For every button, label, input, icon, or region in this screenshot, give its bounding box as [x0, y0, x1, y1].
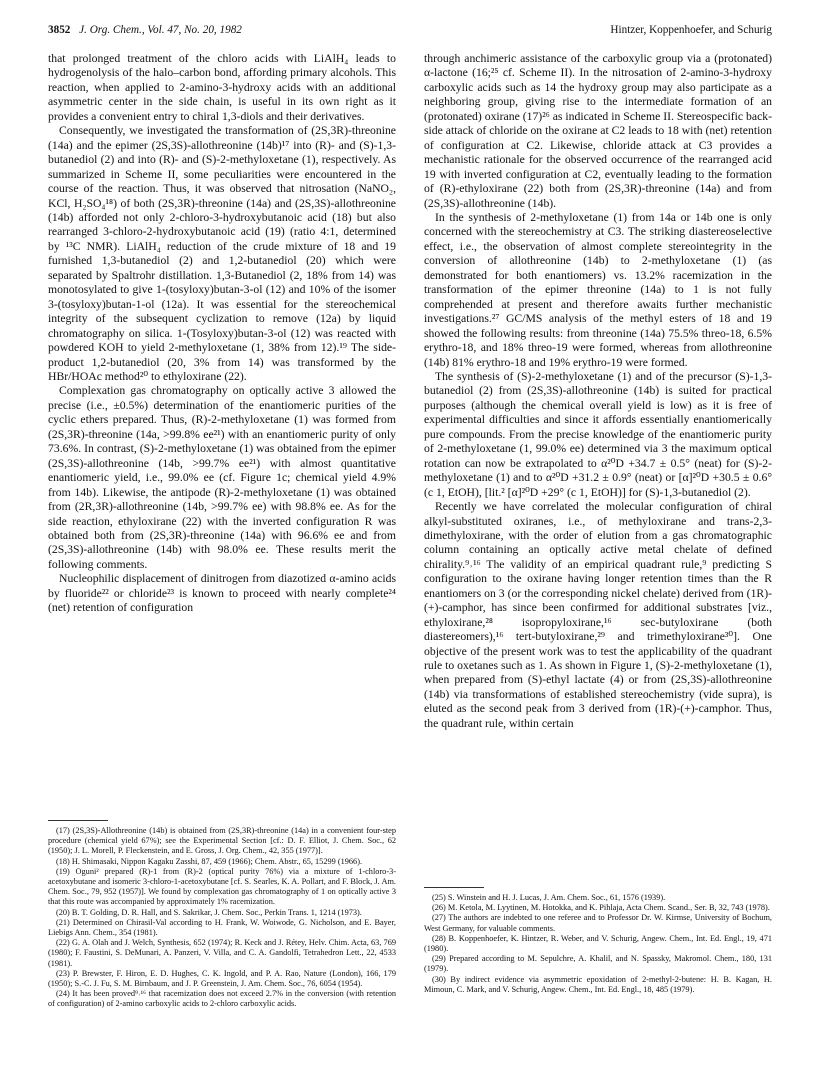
footnote: (20) B. T. Golding, D. R. Hall, and S. Sakrikar, J. Chem. Soc., Perkin Trans. 1, 1214 (1973). [56, 907, 362, 917]
footnotes-right [424, 887, 772, 995]
header-left [48, 24, 242, 36]
footnote: (26) M. Ketola, M. Lyytinen, M. Hotokka, and K. Pihlaja, Acta Chem. Scand., Ser. B, 32, 743 (1978). [432, 903, 770, 913]
paragraph: Consequently, we investigated the transformation of (2S,3R)-threonine (14a) and the epimer (2S,3S)-allothreonine (14b)¹⁷ into (R)- and (S)-1,3-butanediol (2) and into (R)- and (S)-2-methyloxetane (1), respectively. As summarized in Scheme II, some peculiarities were encountered in the course of the reaction. Thus, it was observed that nitrosation (NaNO₂, KCl, H₂SO₄¹⁸) of both (2S,3R)-threonine (14a) and (2S,3S)-allothreonine (14b) afforded not only 2-chloro-3-hydroxybutanoic acid (18) but also rearranged 3-chloro-2-hydroxybutanoic acid (19) (ratio 4:1, determined by ¹³C NMR). LiAlH₄ reduction of the crude mixture of 18 and 19 furnished 1,3-butanediol (2) and 1,2-butanediol (20) which were separated by Spaltrohr distillation. 1,3-Butanediol (2, 18% from 14) was monotosylated to give 1-(tosyloxy)butan-3-ol (12) and 10% of the isomer 3-(tosyloxy)butan-1-ol (12a). It was essential for the stereochemical integrity of the subsequent cyclization to remove (12a) by liquid chromatography on silica. 1-(Tosyloxy)butan-3-ol (12) was reacted with powdered KOH to yield 2-methyloxetane (1, 38% from 12).¹⁹ The side-product 1,2-butanediol (20, 3% from 14) was transformed by the HBr/HOAc method²⁰ to ethyloxirane (22). [48, 124, 396, 383]
paragraph: Nucleophilic displacement of dinitrogen from diazotized α-amino acids by fluoride²² or chloride²³ is known to proceed with nearly complete²⁴ (net) retention of configuration [48, 572, 396, 615]
footnote: (27) The authors are indebted to one referee and to Professor Dr. W. Kirmse, University of Bochum, West Germany, for valuable comments. [424, 913, 772, 933]
author-names: Hintzer, Koppenhoefer, and Schurig [610, 24, 772, 36]
footnote: (28) B. Koppenhoefer, K. Hintzer, R. Weber, and V. Schurig, Angew. Chem., Int. Ed. Engl., 19, 471 (1980). [424, 933, 772, 954]
paragraph: Complexation gas chromatography on optically active 3 allowed the precise (i.e., ±0.5%) determination of the enantiomeric purities of the cyclic ethers prepared. Thus, (R)-2-methyloxetane (1) was formed from (2S,3R)-threonine (14a, >99.8% ee²¹) with an enantiomeric purity of only 73.6%. In contrast, (S)-2-methyloxetane (1) was obtained from the epimer (2S,3S)-allothreonine (14b, >99.7% ee²¹) with almost quantitative enantiomeric yield, i.e., 99.0% ee (cf. Figure 1c; chemical yield 4.9% from 14b). Likewise, the antipode (R)-2-methyloxetane (1) was obtained from (2R,3R)-allothreonine (14b, >99.7% ee) with 98.8% ee. As for the side reaction, ethyloxirane (22) with the inverted configuration R was obtained both from (2S,3R)-threonine (14a) with 96.6% ee and from (2S,3S)-allothreonine (14b) with 98.0% ee. These results merit the following comments. [48, 384, 396, 571]
paragraph: Recently we have correlated the molecular configuration of chiral alkyl-substituted oxiranes, i.e., of methyloxirane and trans-2,3-dimethyloxirane, with the order of elution from a gas chromatographic column containing an optically active metal chelate of defined chirality.⁹˒¹⁶ The validity of an empirical quadrant rule,⁹ predicting S configuration to the oxirane having longer retention times than the R enantiomers on 3 (or the corresponding nickel chelate) derived from (1R)-(+)-camphor, has since been confirmed for additional substrates [viz., ethyloxirane,²⁸ isopropyloxirane,¹⁶ sec-butyloxirane (both diastereomers),¹⁶ tert-butyloxirane,²⁹ and trimethyloxirane³⁰]. One objective of the present work was to test the applicability of the quadrant rule to oxetanes such as 1. As shown in Figure 1, (S)-2-methyloxetane (1), when prepared from (S)-ethyl lactate (4) or from (2S,3S)-allothreonine (14b) via transformations of established stereochemistry (vide supra), is eluted as the second peak from 3 derived from (1R)-(+)-camphor. Thus, the quadrant rule, within certain [424, 500, 772, 730]
footnote: (30) By indirect evidence via asymmetric epoxidation of 2-methyl-2-butene: H. B. Kagan, H. Mimoun, C. Mark, and V. Schurig, Angew. Chem., Int. Ed. Engl., 18, 485 (1979). [424, 974, 772, 994]
left-column [48, 52, 396, 616]
footnotes-left [48, 820, 396, 1010]
running-header [48, 24, 772, 40]
paragraph: In the synthesis of 2-methyloxetane (1) from 14a or 14b one is only concerned with the stereochemistry at C3. The striking diastereoselective effect, i.e., the observation of almost complete stereointegrity in the conversion of allothreonine (14b) to 2-methyloxetane (1) (as demonstrated for both enantiomers) vs. 13.2% racemization in the transformation of the epimer threonine (14a) to 1 is not fully comprehended at present and therefore awaits further mechanistic investigations.²⁷ GC/MS analysis of the methyl esters of 18 and 19 showed the following results: from threonine (14a) 75.5% threo-18, 6.5% erythro-18, and 18% threo-19 were formed, whereas from allothreonine (14b) 81% erythro-18 and 19% erythro-19 were formed. [424, 210, 772, 369]
footnote: (25) S. Winstein and H. J. Lucas, J. Am. Chem. Soc., 61, 1576 (1939). [432, 893, 666, 902]
footnote: (19) Oguni² prepared (R)-1 from (R)-2 (optical purity 76%) via a mixture of 1-chloro-3-acetoxybutane and isomeric 3-chloro-1-acetoxybutane [cf. S. Searles, K. A. Pollart, and F. Block, J. Am. Chem. Soc., 79, 952 (1957)]. We found by complexation gas chromatography of 1 on optically active 3 that this route was accompanied by approximately 1% racemization. [48, 866, 396, 907]
journal-citation: J. Org. Chem., Vol. 47, No. 20, 1982 [79, 24, 242, 36]
footnote: (17) (2S,3S)-Allothreonine (14b) is obtained from (2S,3R)-threonine (14a) in a convenient four-step procedure (chemical yield 67%); see the Experimental Section [cf.: D. F. Elliot, J. Chem. Soc., 62 (1950); J. L. Morell, P. Fleckenstein, and E. Gross, J. Org. Chem., 42, 355 (1977)]. [48, 826, 396, 856]
paragraph: The synthesis of (S)-2-methyloxetane (1) and of the precursor (S)-1,3-butanediol (2) from (2S,3S)-allothreonine (14b) is suited for practical purposes (although the chemical overall yield is low) as it is free of experimental difficulties and since it affords essentially enantiomerically pure compounds. From the precise knowledge of the enantiomeric purity of 2-methyloxetane (1, 99.0% ee) determined via 3 the maximum optical rotation can now be extrapolated to α²⁰D +34.7 ± 0.5° (neat) for (S)-2-methyloxetane (1) and to α²⁰D +31.2 ± 0.9° (neat) or [α]²⁰D +30.5 ± 0.6° (c 1, EtOH), [lit.² [α]²⁰D +29° (c 1, EtOH)] for (S)-1,3-butanediol (2). [424, 369, 772, 499]
footnote: (22) G. A. Olah and J. Welch, Synthesis, 652 (1974); R. Keck and J. Rétey, Helv. Chim. Acta, 63, 769 (1980); F. Faustini, S. DeMunari, A. Panzeri, V. Villa, and C. A. Gandolfi, Tetrahedron Lett., 22, 4533 (1981). [48, 938, 396, 968]
footnote: (23) P. Brewster, F. Hiron, E. D. Hughes, C. K. Ingold, and P. A. Rao, Nature (London), 166, 179 (1950); S.-C. J. Fu, S. M. Birnbaum, and J. P. Greenstein, J. Am. Chem. Soc., 76, 6054 (1954). [48, 968, 396, 989]
footnote: (24) It has been proved⁹˒¹⁶ that racemization does not exceed 2.7% in the conversion (with retention of configuration) of 2-amino carboxylic acids to 2-chloro carboxylic acids. [48, 989, 396, 1009]
footnote: (29) Prepared according to M. Sepulchre, A. Khalil, and N. Spassky, Makromol. Chem., 180, 131 (1979). [424, 954, 772, 974]
footnote: (21) Determined on Chirasil-Val according to H. Frank, W. Woiwode, G. Nicholson, and E. Bayer, Liebigs Ann. Chem., 354 (1981). [48, 917, 396, 938]
right-column [424, 52, 772, 731]
paragraph: that prolonged treatment of the chloro acids with LiAlH₄ leads to hydrogenolysis of the halo–carbon bond, affording primary alcohols. This reaction, when applied to 2-amino-3-hydroxy acids with an additional asymmetric center in the side chain, is useful in its own right as it provides a convenient entry to chiral 1,3-diols and their derivatives. [48, 52, 396, 123]
footnote-rule [424, 887, 484, 888]
footnote: (18) H. Shimasaki, Nippon Kagaku Zasshi, 87, 459 (1966); Chem. Abstr., 65, 15299 (1966). [56, 856, 363, 866]
page-number: 3852 [48, 24, 71, 36]
paragraph: through anchimeric assistance of the carboxylic group via a (protonated) α-lactone (16;²⁵ cf. Scheme II). In the nitrosation of 2-amino-3-hydroxy carboxylic acids such as 14 the hydroxy group may also participate as a neighboring group, giving rise to the intermediate formation of an (protonated) oxirane (17)²⁶ as indicated in Scheme II. Stereospecific back-side attack of chloride on the oxirane at C2 leads to 18 with (net) retention of configuration at C2. Likewise, chloride attack at C3 provides a mechanistic rationale for the observed occurrence of the rearranged acid 19 with inverted configuration at C2, eventually leading to the formation of (R)-ethyloxirane (22) both from (2S,3R)-threonine (14a) and from (2S,3S)-allothreonine (14b). [424, 52, 772, 210]
footnote-rule [48, 820, 108, 821]
